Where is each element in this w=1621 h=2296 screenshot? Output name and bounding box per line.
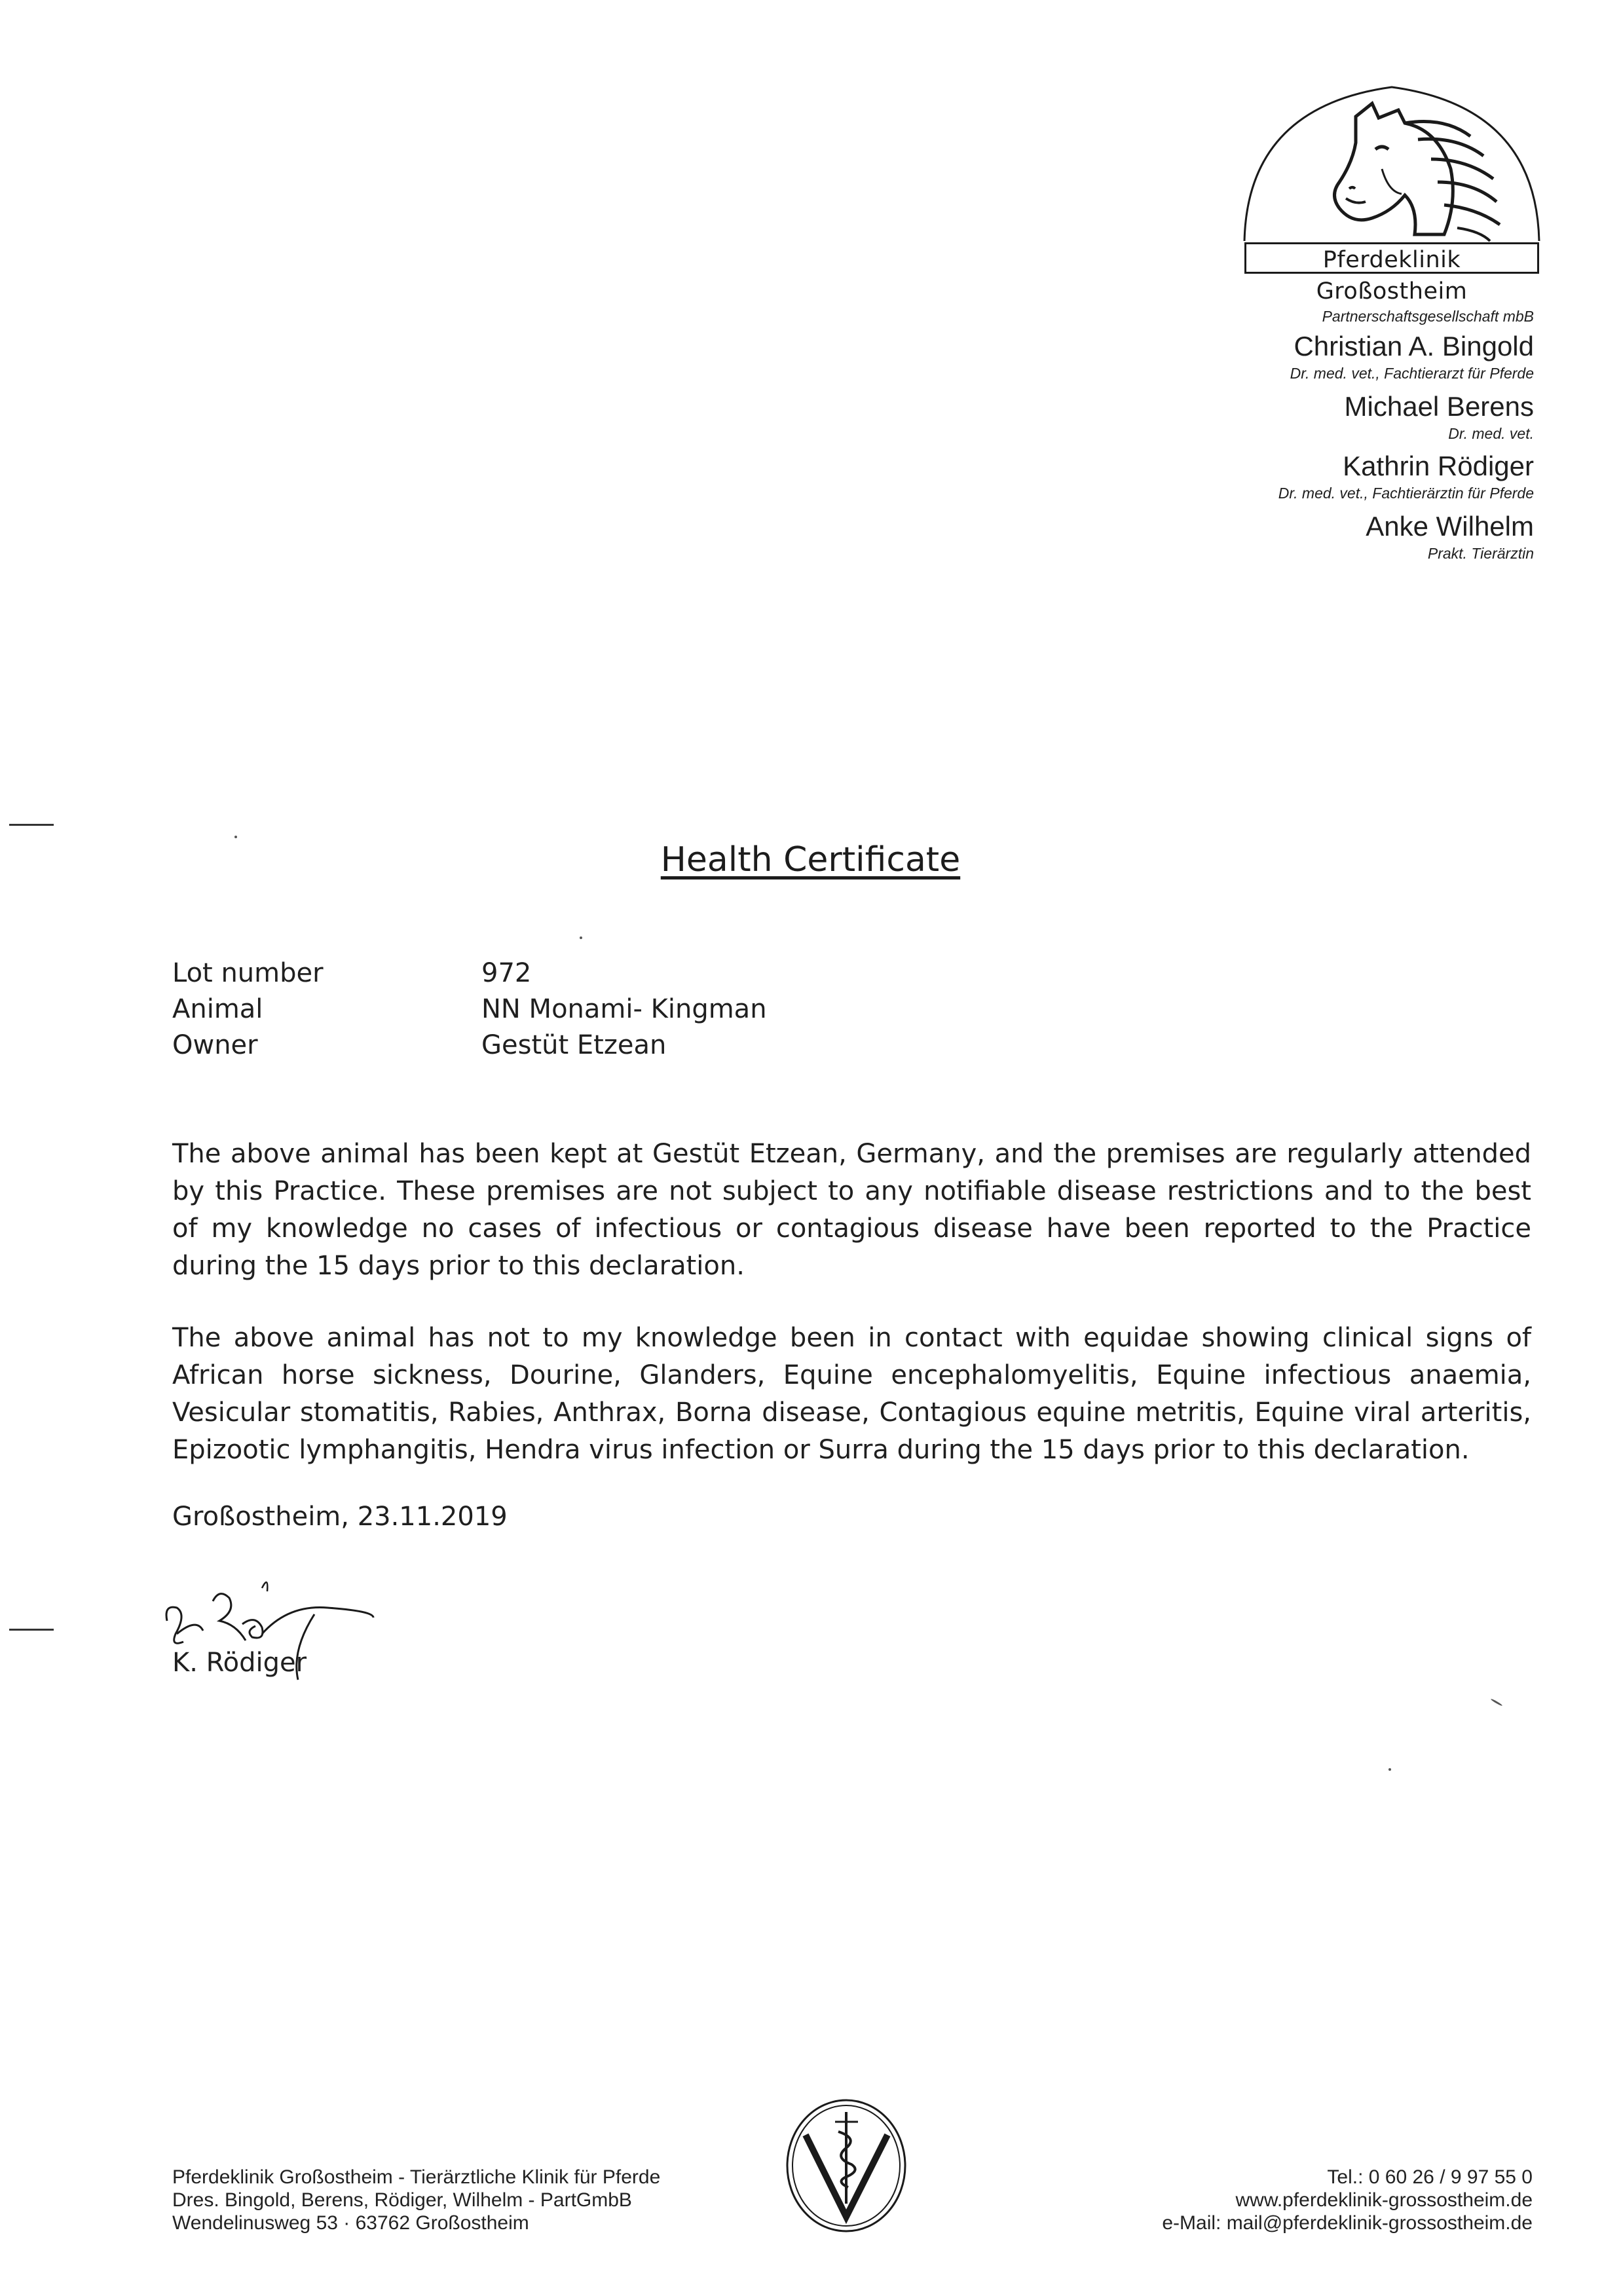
paragraph-line: The above animal has not to my knowledge been in contact with equidae showing clinical signs of xyxy=(172,1323,1531,1353)
scan-speck xyxy=(1491,1698,1503,1707)
scan-speck xyxy=(234,836,237,838)
vet-name-2: Michael Berens xyxy=(1344,391,1534,422)
footer-address xyxy=(172,2166,660,2234)
footer-contact xyxy=(1162,2166,1533,2234)
paragraph-line: The above animal has been kept at Gestüt Etzean, Germany, and the premises are regularly attended xyxy=(172,1139,1531,1169)
footer-left-line: Pferdeklinik Großostheim - Tierärztliche Klinik für Pferde xyxy=(172,2166,661,2188)
owner-label: Owner xyxy=(172,1030,258,1060)
declaration-paragraph-2 xyxy=(172,1320,1531,1469)
footer-email[interactable]: e-Mail: mail@pferdeklinik-grossostheim.de xyxy=(1162,2212,1533,2234)
paragraph-line: by this Practice. These premises are not subject to any notifiable disease restrictions and to the best xyxy=(172,1176,1531,1206)
scan-speck xyxy=(580,936,582,939)
paragraph-line: Vesicular stomatitis, Rabies, Anthrax, Borna disease, Contagious equine metritis, Equine viral arteritis, xyxy=(172,1398,1531,1428)
lot-number-label: Lot number xyxy=(172,958,324,988)
declaration-paragraph-1 xyxy=(172,1136,1531,1285)
vet-name-3: Kathrin Rödiger xyxy=(1343,451,1534,481)
company-type: Partnerschaftsgesellschaft mbB xyxy=(1322,308,1534,325)
footer-left-line: Wendelinusweg 53 · 63762 Großostheim xyxy=(172,2212,529,2234)
document-title: Health Certificate xyxy=(660,840,961,880)
paragraph-line: during the 15 days prior to this declaration. xyxy=(172,1251,745,1281)
lot-number-value: 972 xyxy=(481,958,532,988)
signatory-name: K. Rödiger xyxy=(172,1648,307,1678)
paragraph-line: African horse sickness, Dourine, Glanders, Equine encephalomyelitis, Equine infectious anaemia, xyxy=(172,1360,1531,1390)
paragraph-line: Epizootic lymphangitis, Hendra virus infection or Surra during the 15 days prior to this declaration. xyxy=(172,1435,1470,1465)
vet-title-1: Dr. med. vet., Fachtierarzt für Pferde xyxy=(1290,365,1534,382)
place-date: Großostheim, 23.11.2019 xyxy=(172,1502,508,1532)
clinic-logo-name: Pferdeklinik Großostheim xyxy=(1244,242,1539,274)
scan-speck xyxy=(1388,1768,1391,1771)
owner-value: Gestüt Etzean xyxy=(481,1030,667,1060)
veterinary-snake-staff-icon xyxy=(783,2096,910,2236)
veterinary-emblem xyxy=(783,2096,910,2236)
animal-label: Animal xyxy=(172,994,263,1024)
paragraph-line: of my knowledge no cases of infectious or contagious disease have been reported to the Practice xyxy=(172,1213,1531,1244)
footer-phone: Tel.: 0 60 26 / 9 97 55 0 xyxy=(1327,2166,1533,2188)
vet-title-3: Dr. med. vet., Fachtierärztin für Pferde xyxy=(1278,485,1534,502)
vet-name-1: Christian A. Bingold xyxy=(1294,331,1534,361)
fold-mark-bottom xyxy=(9,1629,54,1631)
vet-title-4: Prakt. Tierärztin xyxy=(1427,545,1534,562)
animal-value: NN Monami- Kingman xyxy=(481,994,767,1024)
fold-mark-top xyxy=(9,824,54,826)
vet-name-4: Anke Wilhelm xyxy=(1366,511,1534,542)
footer-website[interactable]: www.pferdeklinik-grossostheim.de xyxy=(1235,2189,1533,2211)
footer-left-line: Dres. Bingold, Berens, Rödiger, Wilhelm - PartGmbB xyxy=(172,2189,632,2211)
vet-title-2: Dr. med. vet. xyxy=(1448,425,1534,442)
